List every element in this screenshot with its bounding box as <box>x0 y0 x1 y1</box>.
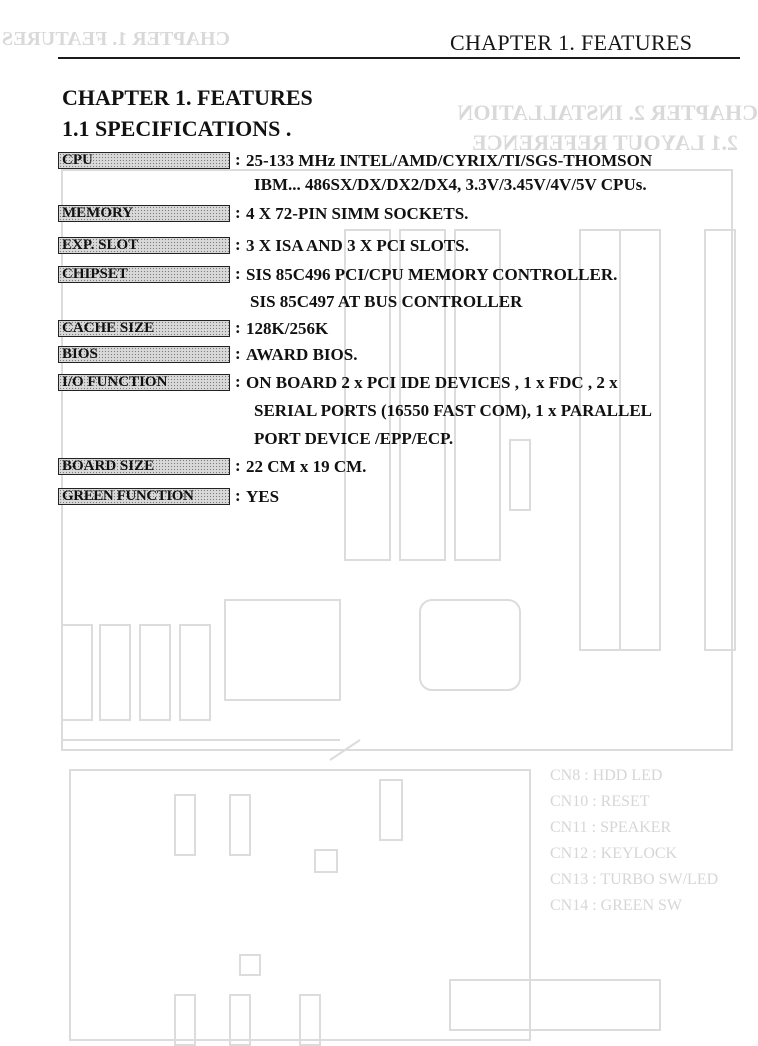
spec-value-bios: AWARD BIOS. <box>246 345 358 364</box>
svg-text:CN10 : RESET: CN10 : RESET <box>550 793 650 810</box>
spec-value-green-function: YES <box>246 487 280 506</box>
spec-label-board-size: BOARD SIZE <box>58 458 230 475</box>
spec-value-chipset-line-1: SIS 85C496 PCI/CPU MEMORY CONTROLLER. <box>246 265 618 284</box>
svg-text:CN13 : TURBO SW/LED: CN13 : TURBO SW/LED <box>550 871 719 888</box>
spec-value-chipset-line-2: SIS 85C497 AT BUS CONTROLLER <box>250 292 523 311</box>
spec-value-io-function-line-3: PORT DEVICE /EPP/ECP. <box>254 429 454 448</box>
spec-label-exp-slot: EXP. SLOT <box>58 237 230 254</box>
spec-label-cache-size: CACHE SIZE <box>58 320 230 337</box>
spec-label-memory: MEMORY <box>58 205 230 222</box>
running-header: CHAPTER 1. FEATURES <box>450 30 693 55</box>
spec-label-io-function: I/O FUNCTION <box>58 374 230 391</box>
spec-label-bios: BIOS <box>58 346 230 363</box>
spec-value-io-function-line-2: SERIAL PORTS (16550 FAST COM), 1 x PARALLEL <box>254 401 653 420</box>
spec-colon: : <box>235 344 241 363</box>
spec-label-green-function: GREEN FUNCTION <box>58 488 230 505</box>
spec-colon: : <box>235 264 241 283</box>
section-title: 1.1 SPECIFICATIONS . <box>62 116 292 141</box>
spec-value-cpu-line-2: IBM... 486SX/DX/DX2/DX4, 3.3V/3.45V/4V/5V CPUs. <box>254 175 647 194</box>
svg-text:CHAPTER 1. FEATURES: CHAPTER 1. FEATURES <box>2 28 230 50</box>
spec-colon: : <box>235 235 241 254</box>
svg-text:CN8 : HDD LED: CN8 : HDD LED <box>550 767 663 784</box>
svg-text:CN12 : KEYLOCK: CN12 : KEYLOCK <box>550 845 678 862</box>
spec-colon: : <box>235 150 241 169</box>
spec-value-cache-size: 128K/256K <box>246 319 329 338</box>
spec-value-memory: 4 X 72-PIN SIMM SOCKETS. <box>246 204 469 223</box>
chapter-title: CHAPTER 1. FEATURES <box>62 85 313 110</box>
spec-colon: : <box>235 318 241 337</box>
spec-colon: : <box>235 486 241 505</box>
spec-label-cpu: CPU <box>58 152 230 169</box>
spec-colon: : <box>235 456 241 475</box>
svg-text:CN11 : SPEAKER: CN11 : SPEAKER <box>550 819 672 836</box>
spec-colon: : <box>235 372 241 391</box>
svg-text:CHAPTER 2. INSTALLATION: CHAPTER 2. INSTALLATION <box>457 100 758 125</box>
spec-colon: : <box>235 203 241 222</box>
spec-value-board-size: 22 CM x 19 CM. <box>246 457 367 476</box>
spec-label-chipset: CHIPSET <box>58 266 230 283</box>
svg-text:CN14 : GREEN SW: CN14 : GREEN SW <box>550 897 682 914</box>
spec-value-exp-slot: 3 X ISA AND 3 X PCI SLOTS. <box>246 236 469 255</box>
svg-text:2.1 LAYOUT REFERENCE: 2.1 LAYOUT REFERENCE <box>472 130 738 155</box>
spec-value-io-function-line-1: ON BOARD 2 x PCI IDE DEVICES , 1 x FDC , 2 x <box>246 373 618 392</box>
spec-value-cpu-line-1: 25-133 MHz INTEL/AMD/CYRIX/TI/SGS-THOMSON <box>246 151 653 170</box>
